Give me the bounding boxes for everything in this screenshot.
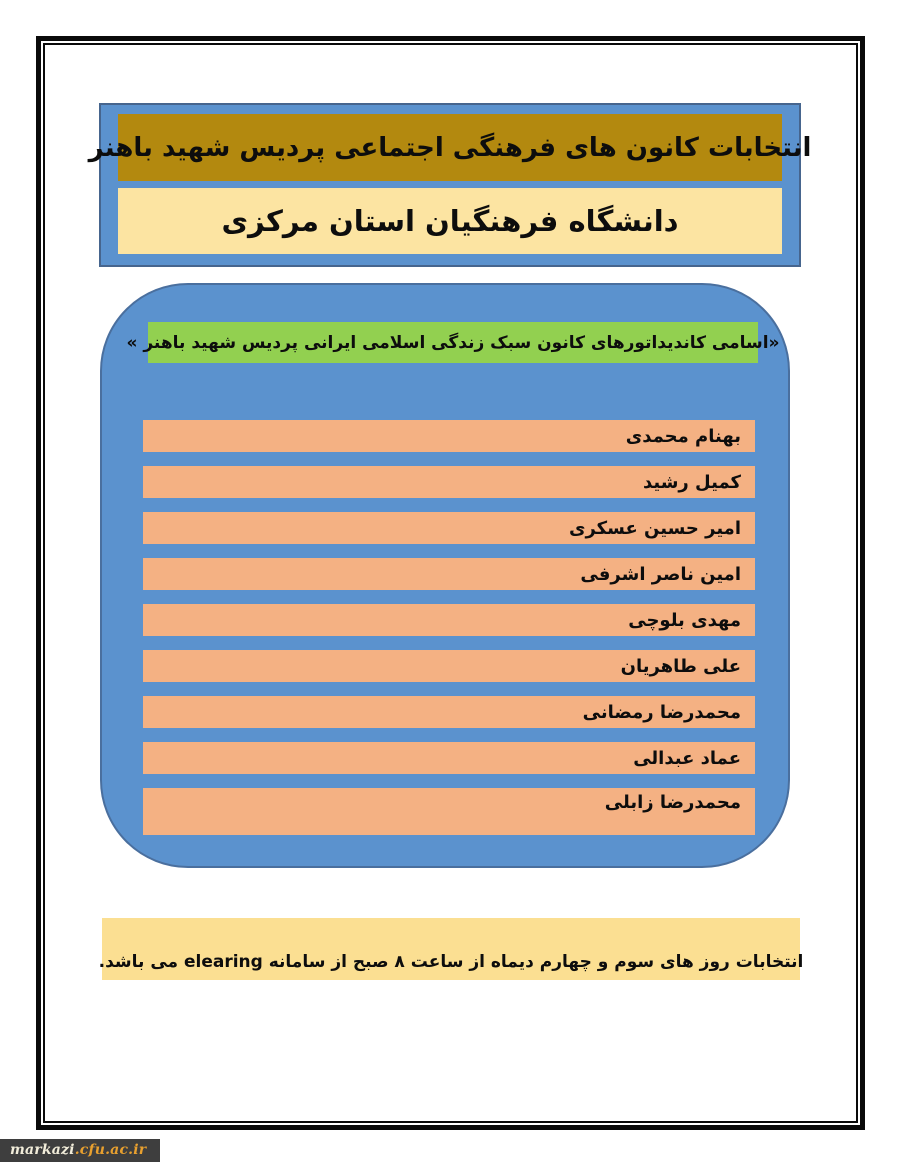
candidates-heading: «اسامی کاندیداتورهای کانون سبک زندگی اسلامی ایرانی پردیس شهید باهنر » [148,322,758,363]
candidate-row: عماد عبدالی [143,742,755,774]
watermark-site: markazi [10,1141,75,1158]
candidates-list [143,420,755,835]
candidates-panel [100,283,790,868]
candidate-row: امین ناصر اشرفی [143,558,755,590]
candidate-row: امیر حسین عسکری [143,512,755,544]
candidate-row: علی طاهریان [143,650,755,682]
candidate-row: محمدرضا زابلی [143,788,755,835]
election-title: انتخابات کانون های فرهنگی اجتماعی پردیس شهید باهنر [118,114,782,181]
election-schedule-notice: انتخابات روز های سوم و چهارم دیماه از ساعت ۸ صبح از سامانه elearing می باشد. [102,918,800,980]
university-subtitle: دانشگاه فرهنگیان استان مرکزی [118,188,782,254]
candidate-row: محمدرضا رمضانی [143,696,755,728]
candidate-row: مهدی بلوچی [143,604,755,636]
site-watermark [0,1139,160,1162]
header-block [88,103,812,267]
watermark-domain: .cfu.ac.ir [74,1141,147,1158]
candidate-row: بهنام محمدی [143,420,755,452]
candidate-row: کمیل رشید [143,466,755,498]
